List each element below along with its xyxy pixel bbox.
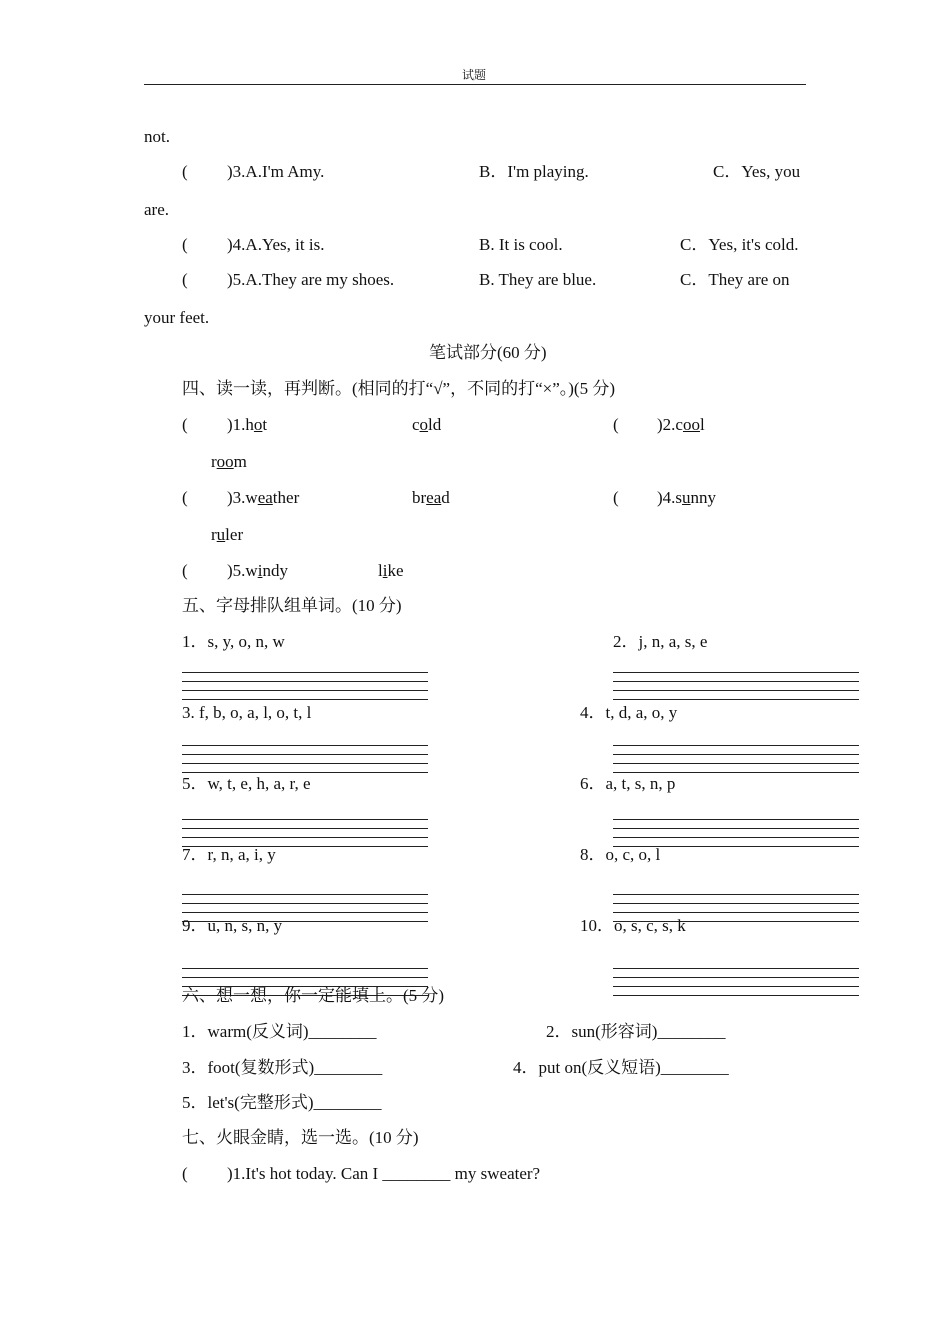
s4-q1-paren: ( [182,415,188,434]
q4-option-c: C．Yes, it's cold. [680,235,799,254]
q4-option-b: B. It is cool. [479,235,563,254]
section5-title: 五、字母排队组单词。(10 分) [182,596,402,615]
s4-q3-word2: bread [412,488,450,507]
q4-paren: ( [182,235,188,254]
s6-item-3: 3．foot(复数形式)________ [182,1058,383,1077]
s4-q5-word1: )5.windy [227,561,288,580]
s4-q4-paren: ( [613,488,619,507]
s4-q2-paren: ( [613,415,619,434]
s6-item-2: 2．sun(形容词)________ [546,1022,726,1041]
q5-paren: ( [182,270,188,289]
s4-q2-word1: )2.cool [657,415,705,434]
s4-q4-word2: ruler [211,525,244,544]
s5-item-2: 2．j, n, a, s, e [613,632,708,651]
section7-title: 七、火眼金睛，选一选。(10 分) [182,1128,419,1147]
q3-option-b: B．I'm playing. [479,162,589,181]
header-title: 试题 [462,68,487,82]
s4-q4-word1: )4.sunny [657,488,717,507]
s5-item-1: 1．s, y, o, n, w [182,632,285,651]
s5-item-6: 6．a, t, s, n, p [580,774,676,793]
q5-option-a: )5.A.They are my shoes. [227,270,395,289]
s4-q3-paren: ( [182,488,188,507]
q3-wrap-text: are. [144,200,170,219]
s6-item-1: 1．warm(反义词)________ [182,1022,377,1041]
q5-option-c: C．They are on [680,270,790,289]
s6-item-5: 5．let's(完整形式)________ [182,1093,382,1112]
s4-q3-word1: )3.weather [227,488,300,507]
s5-item-7: 7．r, n, a, i, y [182,845,276,864]
s6-item-4: 4．put on(反义短语)________ [513,1058,729,1077]
q4-option-a: )4.A.Yes, it is. [227,235,325,254]
s5-item-4: 4．t, d, a, o, y [580,703,678,722]
s4-q2-word2: room [211,452,247,471]
s5-item-8: 8．o, c, o, l [580,845,661,864]
s5-item-9: 9．u, n, s, n, y [182,916,283,935]
q3-option-c: C．Yes, you [713,162,801,181]
s5-item-5: 5．w, t, e, h, a, r, e [182,774,311,793]
q5-option-b: B. They are blue. [479,270,597,289]
q3-option-a: )3.A.I'm Amy. [227,162,325,181]
s4-q5-paren: ( [182,561,188,580]
section4-title: 四、读一读，再判断。(相同的打“√”，不同的打“×”。)(5 分) [182,379,615,398]
s5-item-3: 3. f, b, o, a, l, o, t, l [182,703,312,722]
s7-q1-text: )1.It's hot today. Can I ________ my sweater? [227,1164,541,1183]
header-rule [144,84,806,85]
s5-item-10: 10．o, s, c, s, k [580,916,686,935]
s4-q1-word1: )1.hot [227,415,268,434]
written-part-title: 笔试部分(60 分) [429,343,547,362]
q2-wrap-text: not. [144,127,170,146]
s7-q1-paren: ( [182,1164,188,1183]
q3-paren: ( [182,162,188,181]
q5-wrap-text: your feet. [144,308,210,327]
section6-title: 六、想一想，你一定能填上。(5 分) [182,986,445,1005]
s4-q5-word2: like [378,561,404,580]
s4-q1-word2: cold [412,415,442,434]
